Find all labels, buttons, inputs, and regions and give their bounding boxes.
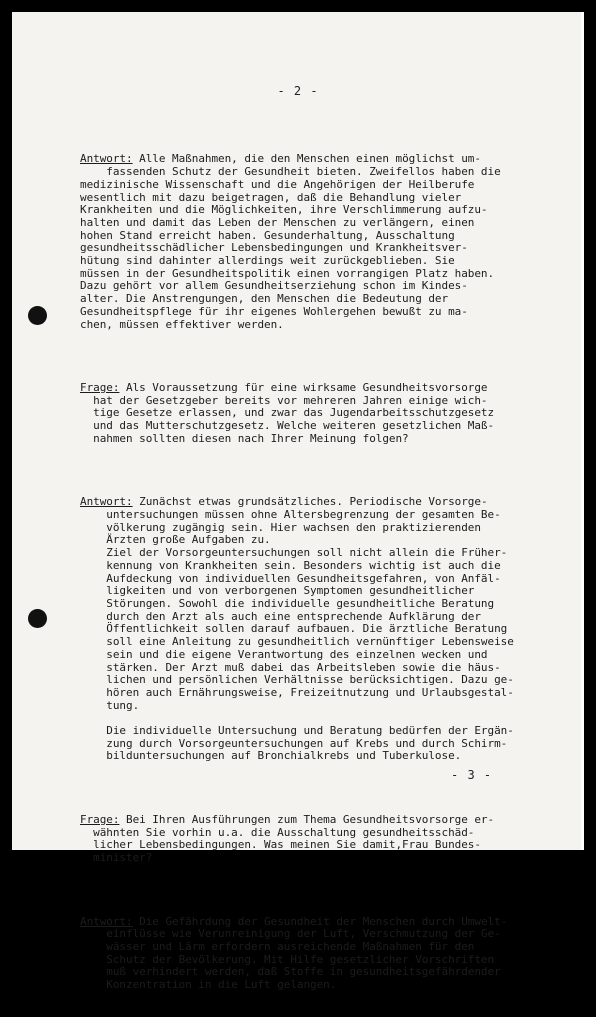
next-page-marker: - 3 -	[451, 768, 493, 782]
answer-3	[80, 916, 550, 992]
question-2-first-line: Bei Ihren Ausführungen zum Thema Gesundheitsvorsorge er-	[119, 812, 495, 826]
interview-text	[80, 128, 550, 1017]
answer-label: Antwort:	[80, 152, 133, 166]
page-number: - 2 -	[277, 84, 319, 98]
question-1-first-line: Als Voraussetzung für eine wirksame Gesundheitsvorsorge	[119, 381, 488, 395]
answer-label: Antwort:	[80, 914, 133, 928]
answer-label: Antwort:	[80, 495, 133, 509]
answer-1-first-line: Alle Maßnahmen, die den Menschen einen möglichst um-	[132, 152, 481, 166]
question-1-body: hat der Gesetzgeber bereits vor mehreren Jahren einige wich- tige Gesetze erlassen, und zwar das Jugendarbeitsschutzgesetz und das Mutterschutzgesetz. Welche weiteren gesetzlichen Maß- nahmen sollten diesen nach Ihrer Meinung folgen?	[93, 393, 495, 445]
answer-3-first-line: Die Gefährdung der Gesundheit der Menschen durch Umwelt-	[132, 914, 508, 928]
question-label: Frage:	[80, 812, 120, 826]
answer-3-body: einflüsse wie Verunreinigung der Luft, Verschmutzung der Ge- wässer und Lärm erfordern ausreichende Maßnahmen für den Schutz der Bevölkerung. Mit Hilfe gesetzlicher Vorschriften muß verhindert werden, daß Stoffe in gesundheitsgefährdender Konzentration in die Luft gelangen.	[106, 927, 501, 992]
answer-2	[80, 496, 550, 763]
question-1	[80, 382, 550, 446]
question-2	[80, 814, 550, 865]
answer-2-first-line: Zunächst etwas grundsätzliches. Periodische Vorsorge-	[132, 495, 488, 509]
question-2-body: wähnten Sie vorhin u.a. die Ausschaltung gesundheitsschäd- licher Lebensbedingungen. Was meinen Sie damit,Frau Bundes- minister?	[93, 825, 481, 865]
punch-hole-top	[28, 306, 47, 325]
answer-1	[80, 153, 550, 331]
answer-2-paragraph-2: Die individuelle Untersuchung und Beratung bedürfen der Ergän- zung durch Vorsorgeuntersuchungen auf Krebs und durch Schirm- bilduntersuchungen auf Bronchialkrebs und Tuberkulose.	[106, 724, 514, 763]
answer-2-body: untersuchungen müssen ohne Altersbegrenzung der gesamten Be- völkerung zugängig sein. Hier wachsen den praktizierenden Ärzten große Aufgaben zu. Ziel der Vorsorgeuntersuchungen soll nicht allein die Früher- kennung von Krankheiten sein. Besonders wichtig ist auch die Aufdeckung von individuellen Gesundheitsgefahren, von Anfäl- ligkeiten und von verborgenen Symptomen gesundheitlicher Störungen. Sowohl die individuelle gesundheitliche Beratung durch den Arzt als auch eine entsprechende Aufklärung der Öffentlichkeit sollen darauf aufbauen. Die ärztliche Beratung soll eine Anleitung zu gesundheitlich vernünftiger Lebensweise sein und die eigene Verantwortung des einzelnen wecken und stärken. Der Arzt muß dabei das Arbeitsleben sowie die häus- lichen und persönlichen Verhältnisse berücksichtigen. Dazu ge- hören auch Ernährungsweise, Freizeitnutzung und Urlaubsgestal- tung.	[106, 508, 514, 712]
punch-hole-bottom	[28, 609, 47, 628]
answer-1-body: fassenden Schutz der Gesundheit bieten. Zweifellos haben die medizinische Wissenschaft und die Angehörigen der Heilberufe wesentlich mit dazu beigetragen, daß die Behandlung vieler Krankheiten und die Möglichkeiten, ihre Verschlimmerung aufzu- halten und damit das Leben der Menschen zu verlängern, einen hohen Stand erreicht haben. Gesunderhaltung, Ausschaltung gesundheitsschädlicher Lebensbedingungen und Krankheitsver- hütung sind dahinter allerdings weit zurückgeblieben. Sie müssen in der Gesundheitspolitik einen vorrangigen Platz haben. Dazu gehört vor allem Gesundheitserziehung schon im Kindes- alter. Die Anstrengungen, den Menschen die Bedeutung der Gesundheitspflege für ihr eigenes Wohlergehen bewußt zu ma- chen, müssen effektiver werden.	[80, 165, 501, 331]
question-label: Frage:	[80, 381, 120, 395]
